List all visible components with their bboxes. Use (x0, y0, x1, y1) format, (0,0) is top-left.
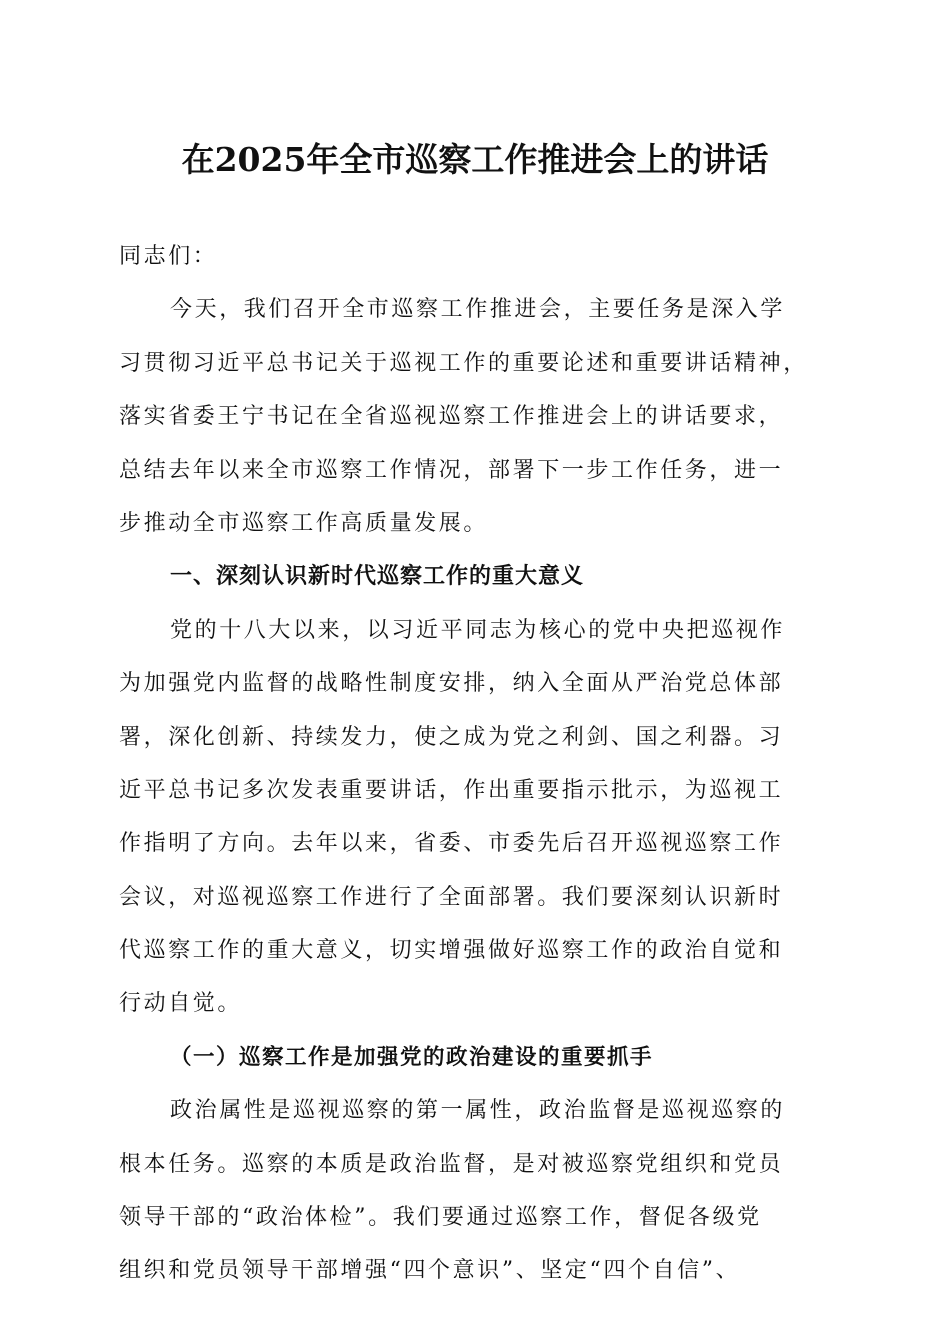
paragraph-line: 党的十八大以来，以习近平同志为核心的党中央把巡视作 (170, 617, 786, 643)
paragraph-line: 近平总书记多次发表重要讲话，作出重要指示批示，为巡视工 (119, 777, 784, 803)
intro-line: 总结去年以来全市巡察工作情况，部署下一步工作任务，进一 (119, 457, 784, 483)
paragraph-line: 代巡察工作的重大意义，切实增强做好巡察工作的政治自觉和 (119, 938, 784, 964)
salutation: 同志们： (119, 244, 218, 269)
paragraph-line: 为加强党内监督的战略性制度安排，纳入全面从严治党总体部 (119, 671, 784, 697)
paragraph-line: 署，深化创新、持续发力，使之成为党之利剑、国之利器。习 (119, 724, 784, 750)
document-title: 在2025年全市巡察工作推进会上的讲话 (181, 140, 769, 179)
paragraph-line: 政治属性是巡视巡察的第一属性，政治监督是巡视巡察的 (170, 1098, 786, 1124)
subsection-heading: （一）巡察工作是加强党的政治建设的重要抓手 (170, 1044, 654, 1070)
intro-line: 步推动全市巡察工作高质量发展。 (119, 510, 489, 536)
intro-line: 习贯彻习近平总书记关于巡视工作的重要论述和重要讲话精神， (119, 350, 808, 376)
paragraph-line: 行动自觉。 (119, 991, 243, 1017)
document-body (119, 230, 831, 1298)
paragraph-line: 作指明了方向。去年以来，省委、市委先后召开巡视巡察工作 (119, 831, 784, 857)
intro-line: 今天，我们召开全市巡察工作推进会，主要任务是深入学 (170, 297, 786, 323)
paragraph-line: 领导干部的“政治体检”。我们要通过巡察工作，督促各级党 (119, 1205, 762, 1231)
paragraph-line: 根本任务。巡察的本质是政治监督，是对被巡察党组织和党员 (119, 1151, 784, 1177)
paragraph-line: 组织和党员领导干部增强“四个意识”、坚定“四个自信”、 (119, 1258, 741, 1284)
section-heading: 一、深刻认识新时代巡察工作的重大意义 (170, 564, 585, 590)
intro-line: 落实省委王宁书记在全省巡视巡察工作推进会上的讲话要求， (119, 404, 784, 430)
paragraph-line: 会议，对巡视巡察工作进行了全面部署。我们要深刻认识新时 (119, 884, 784, 910)
